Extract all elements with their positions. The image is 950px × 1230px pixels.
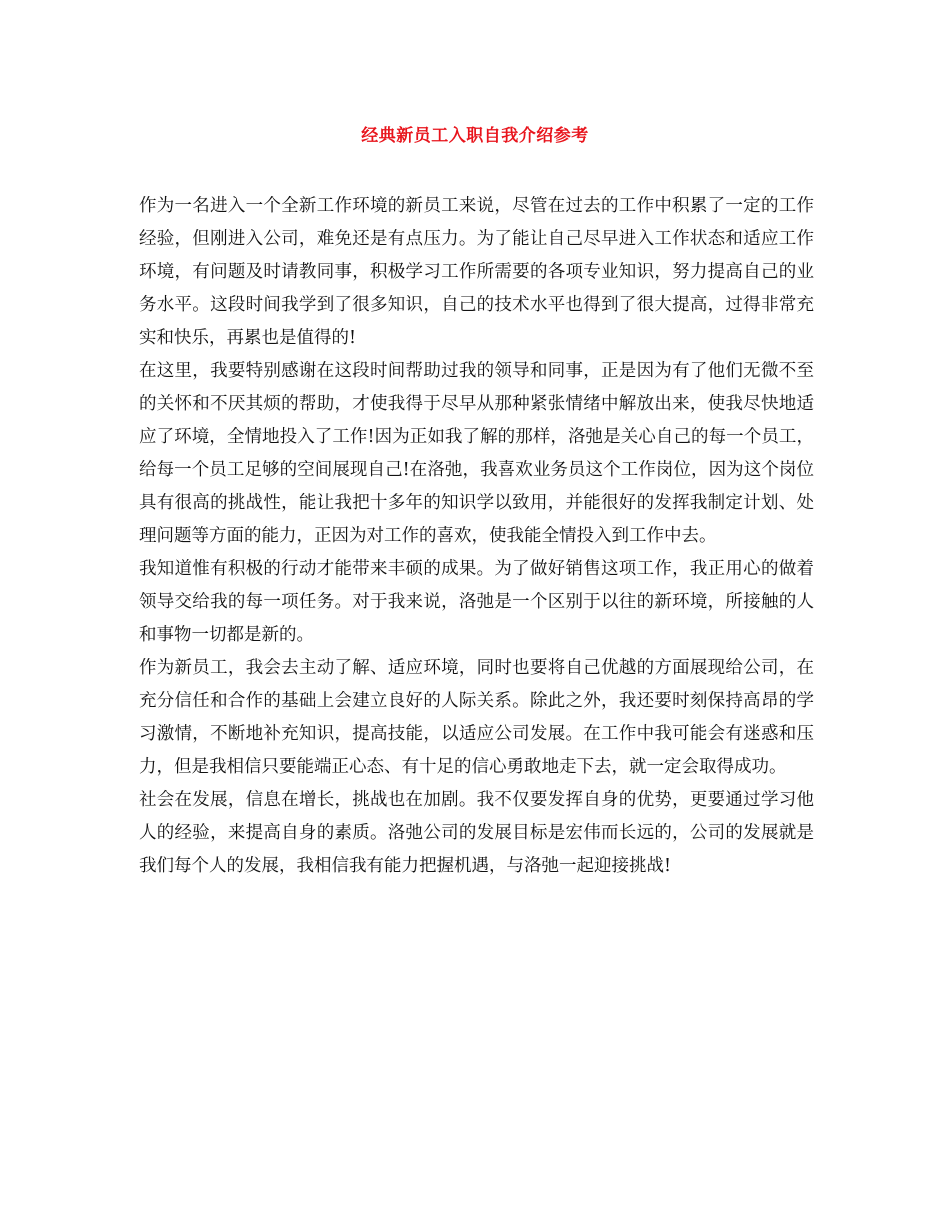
paragraph-1: 作为一名进入一个全新工作环境的新员工来说，尽管在过去的工作中积累了一定的工作经验，但刚进入公司，难免还是有点压力。为了能让自己尽早进入工作状态和适应工作环境，有问题及时请教同事，积极学习工作所需要的各项专业知识，努力提高自己的业务水平。这段时间我学到了很多知识，自己的技术水平也得到了很大提高，过得非常充实和快乐，再累也是值得的! — [139, 196, 814, 348]
paragraph-4: 作为新员工，我会去主动了解、适应环境，同时也要将自己优越的方面展现给公司，在充分信任和合作的基础上会建立良好的人际关系。除此之外，我还要时刻保持高昂的学习激情，不断地补充知识，提高技能，以适应公司发展。在工作中我可能会有迷惑和压力，但是我相信只要能端正心态、有十足的信心勇敢地走下去，就一定会取得成功。 — [139, 658, 814, 777]
document-title: 经典新员工入职自我介绍参考 — [361, 126, 589, 146]
paragraph-3: 我知道惟有积极的行动才能带来丰硕的成果。为了做好销售这项工作，我正用心的做着领导交给我的每一项任务。对于我来说，洛弛是一个区别于以往的新环境，所接触的人和事物一切都是新的。 — [139, 559, 814, 645]
paragraph-2: 在这里，我要特别感谢在这段时间帮助过我的领导和同事，正是因为有了他们无微不至的关怀和不厌其烦的帮助，才使我得于尽早从那种紧张情绪中解放出来，使我尽快地适应了环境，全情地投入了工作!因为正如我了解的那样，洛弛是关心自己的每一个员工，给每一个员工足够的空间展现自己!在洛弛，我喜欢业务员这个工作岗位，因为这个岗位具有很高的挑战性，能让我把十多年的知识学以致用，并能很好的发挥我制定计划、处理问题等方面的能力，正因为对工作的喜欢，使我能全情投入到工作中去。 — [139, 361, 814, 546]
document-body — [139, 190, 814, 883]
paragraph-5: 社会在发展，信息在增长，挑战也在加剧。我不仅要发挥自身的优势，更要通过学习他人的经验，来提高自身的素质。洛弛公司的发展目标是宏伟而长远的，公司的发展就是我们每个人的发展，我相信我有能力把握机遇，与洛弛一起迎接挑战! — [139, 790, 814, 876]
